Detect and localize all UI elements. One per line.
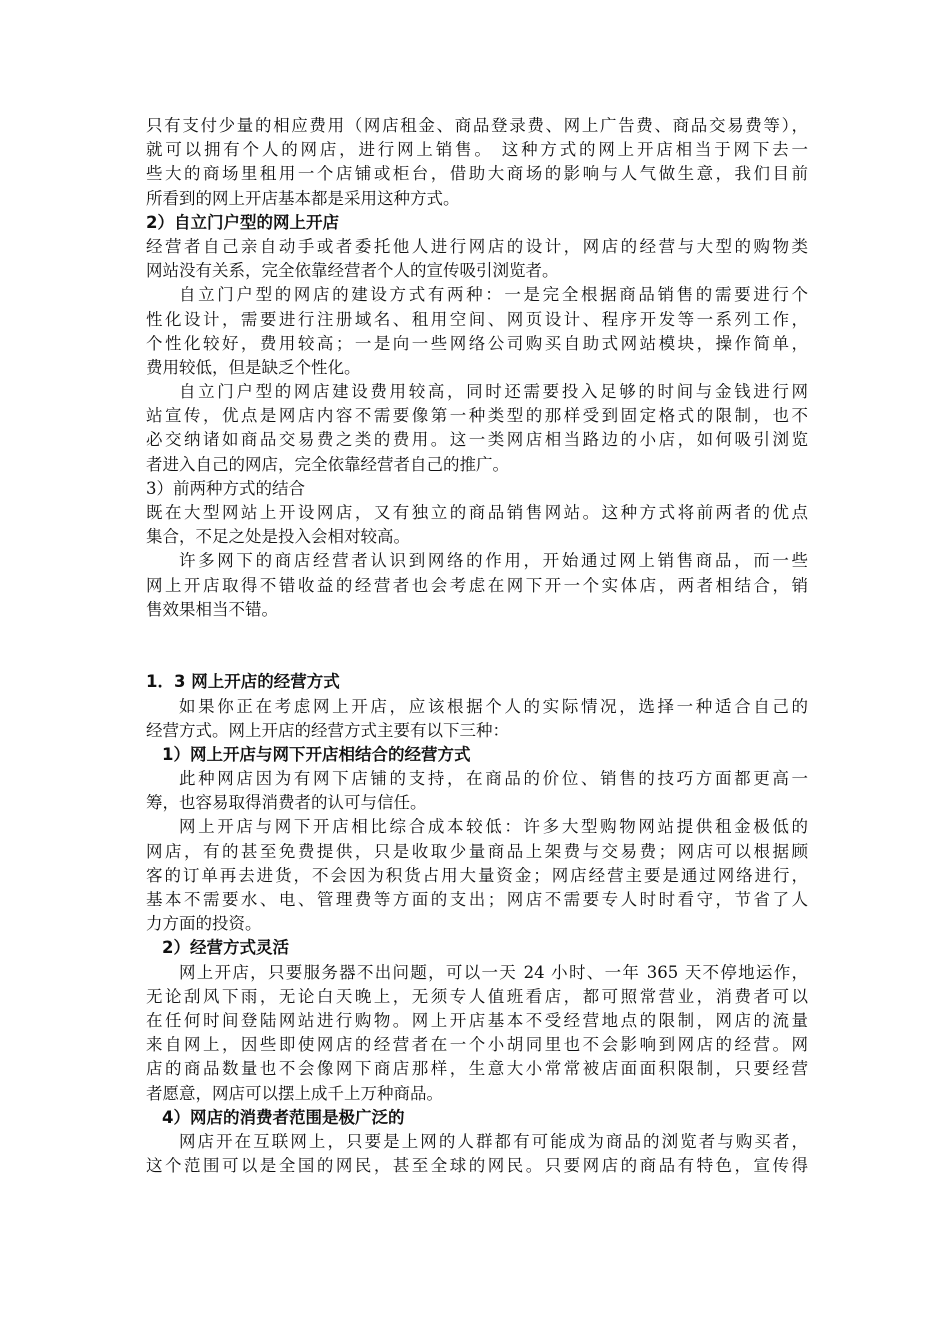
text-line: 经营方式。网上开店的经营方式主要有以下三种： (146, 720, 509, 740)
text-line: 就可以拥有个人的网店，进行网上销售。 这种方式的网上开店相当于网下去一 (146, 140, 808, 160)
section-heading: 1．3 网上开店的经营方式 (146, 672, 340, 692)
text-line: 些大的商场里租用一个店铺或柜台，借助大商场的影响与人气做生意，我们目前 (146, 164, 808, 184)
text-line: 在任何时间登陆网站进行购物。网上开店基本不受经营地点的限制，网店的流量 (146, 1010, 808, 1030)
text-line: 售效果相当不错。 (146, 599, 278, 619)
text-line: 网店开在互联网上，只要是上网的人群都有可能成为商品的浏览者与购买者， (179, 1131, 808, 1151)
text-line: 网站没有关系，完全依靠经营者个人的宣传吸引浏览者。 (146, 261, 559, 281)
text-line: 网上开店与网下开店相比综合成本较低：许多大型购物网站提供租金极低的 (179, 817, 808, 837)
text-line: 所看到的网上开店基本都是采用这种方式。 (146, 188, 460, 208)
text-line: 网店，有的甚至免费提供，只是收取少量商品上架费与交易费；网店可以根据顾 (146, 841, 808, 861)
text-line: 性化设计，需要进行注册域名、租用空间、网页设计、程序开发等一系列工作， (146, 309, 808, 329)
subheading: 4）网店的消费者范围是极广泛的 (162, 1107, 405, 1127)
subheading: 2）经营方式灵活 (162, 938, 289, 958)
subheading: 2）自立门户型的网上开店 (146, 212, 339, 232)
text-line: 如果你正在考虑网上开店，应该根据个人的实际情况，选择一种适合自己的 (179, 696, 808, 716)
text-line: 网上开店取得不错收益的经营者也会考虑在网下开一个实体店，两者相结合，销 (146, 575, 808, 595)
text-line: 经营者自己亲自动手或者委托他人进行网店的设计，网店的经营与大型的购物类 (146, 236, 808, 256)
text-line: 集合，不足之处是投入会相对较高。 (146, 527, 410, 547)
subheading: 1）网上开店与网下开店相结合的经营方式 (162, 744, 471, 764)
text-line: 站宣传，优点是网店内容不需要像第一种类型的那样受到固定格式的限制，也不 (146, 406, 808, 426)
blank-space (146, 622, 808, 670)
text-line: 店的商品数量也不会像网下商店那样，生意大小常常被店面面积限制，只要经营 (146, 1059, 808, 1079)
document-page (146, 114, 808, 1178)
text-line: 许多网下的商店经营者认识到网络的作用，开始通过网上销售商品，而一些 (179, 551, 808, 571)
text-line: 必交纳诸如商品交易费之类的费用。这一类网店相当路边的小店，如何吸引浏览 (146, 430, 808, 450)
text-line: 费用较低，但是缺乏个性化。 (146, 357, 361, 377)
text-line: 网上开店，只要服务器不出问题，可以一天 24 小时、一年 365 天不停地运作， (179, 962, 808, 982)
text-line: 这个范围可以是全国的网民，甚至全球的网民。只要网店的商品有特色，宣传得 (146, 1156, 808, 1176)
text-line: 个性化较好，费用较高；一是向一些网络公司购买自助式网站模块，操作简单， (146, 333, 808, 353)
text-line: 来自网上，因些即使网店的经营者在一个小胡同里也不会影响到网店的经营。网 (146, 1035, 808, 1055)
text-line: 者愿意，网店可以摆上成千上万种商品。 (146, 1083, 443, 1103)
text-line: 无论刮风下雨，无论白天晚上，无须专人值班看店，都可照常营业，消费者可以 (146, 986, 808, 1006)
text-line: 只有支付少量的相应费用（网店租金、商品登录费、网上广告费、商品交易费等）， (146, 116, 808, 135)
text-line: 自立门户型的网店建设费用较高，同时还需要投入足够的时间与金钱进行网 (179, 382, 808, 402)
text-line: 既在大型网站上开设网店，又有独立的商品销售网站。这种方式将前两者的优点 (146, 503, 808, 522)
text-line: 筹，也容易取得消费者的认可与信任。 (146, 793, 427, 813)
text-line: 客的订单再去进货，不会因为积货占用大量资金；网店经营主要是通过网络进行， (146, 865, 808, 885)
text-line: 者进入自己的网店，完全依靠经营者自己的推广。 (146, 454, 509, 474)
text-line: 自立门户型的网店的建设方式有两种：一是完全根据商品销售的需要进行个 (179, 285, 808, 305)
text-line: 力方面的投资。 (146, 914, 262, 934)
text-line: 基本不需要水、电、管理费等方面的支出；网店不需要专人时时看守，节省了人 (146, 890, 808, 910)
subheading: 3）前两种方式的结合 (146, 478, 305, 498)
text-line: 此种网店因为有网下店铺的支持，在商品的价位、销售的技巧方面都更高一 (179, 769, 808, 789)
